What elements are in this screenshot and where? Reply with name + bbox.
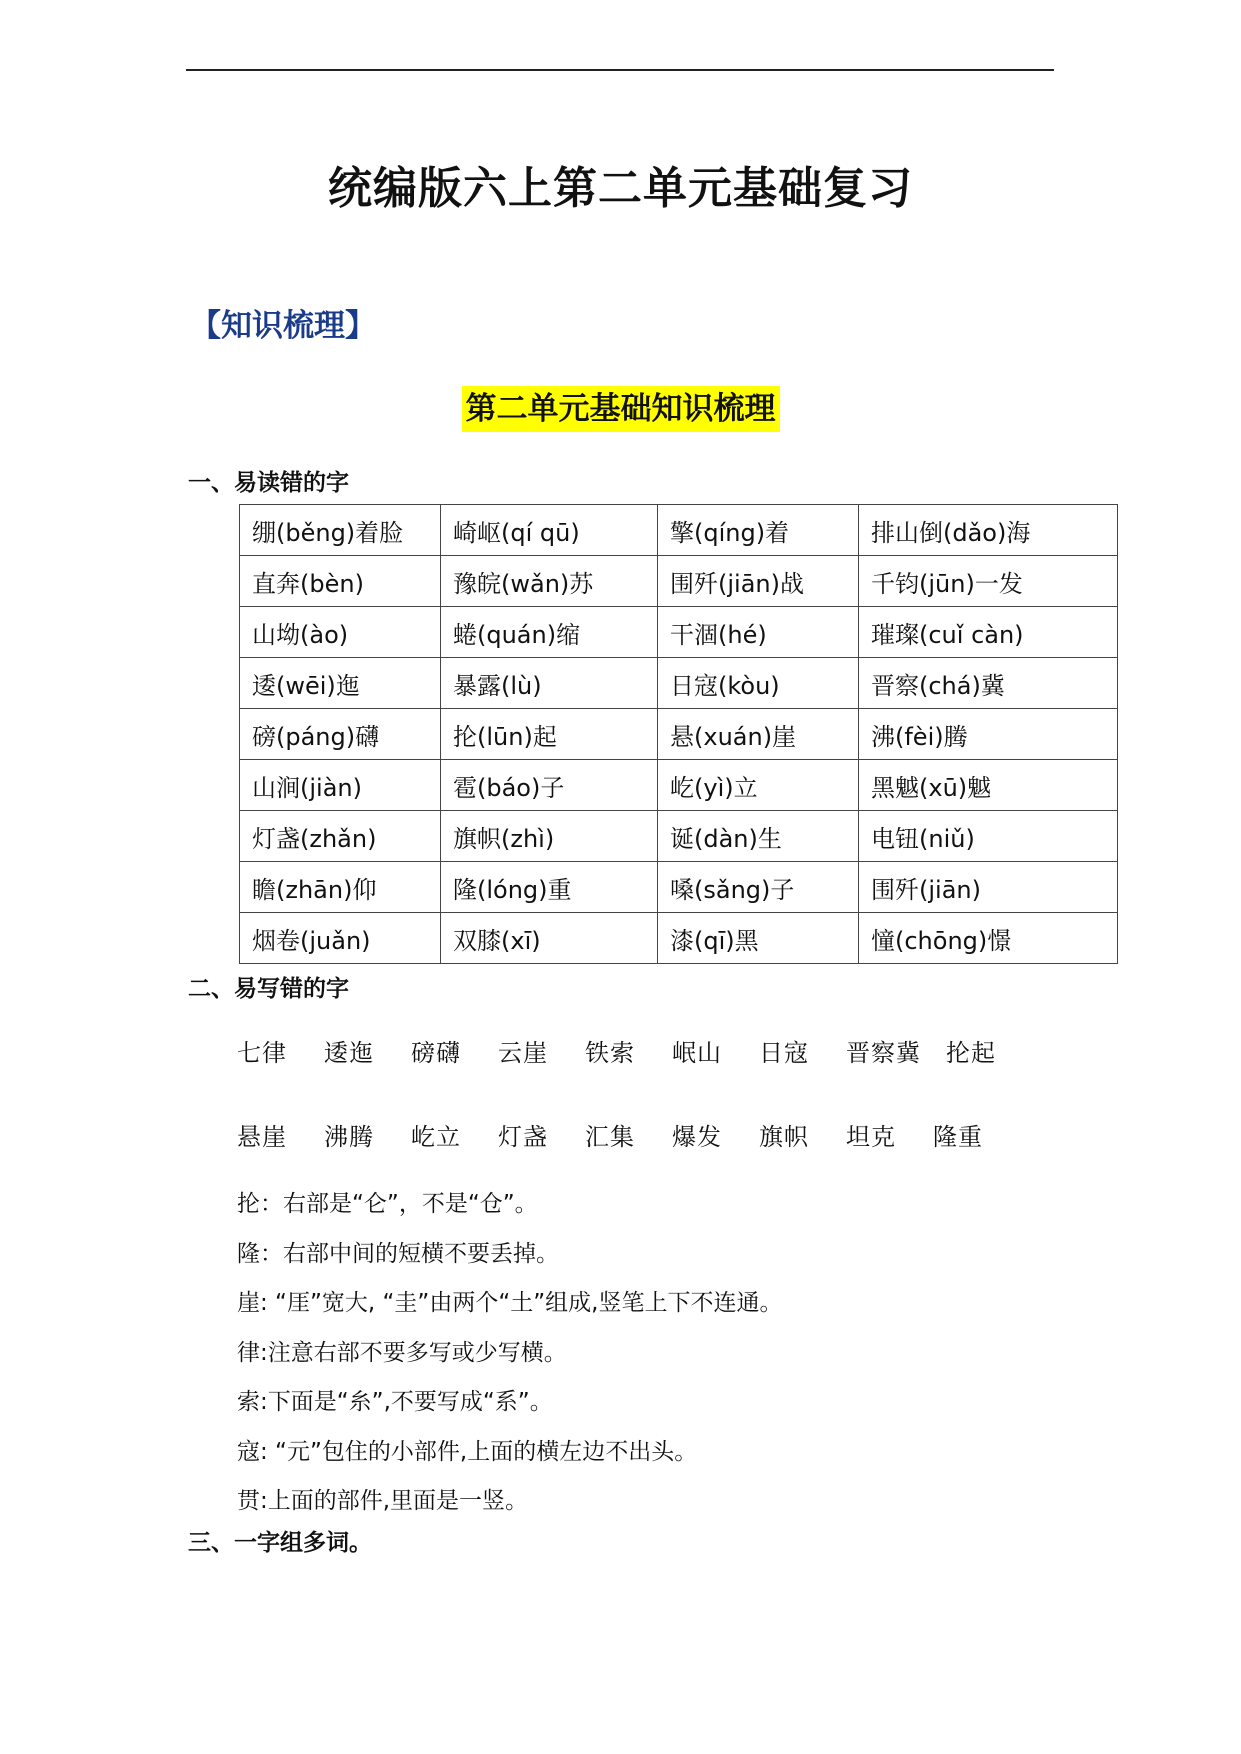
pronunciation-cell: 瞻(zhān)仰 [240, 862, 441, 913]
section-heading-misread: 一、易读错的字 [188, 470, 349, 496]
pronunciation-cell: 直奔(bèn) [240, 556, 441, 607]
pronunciation-cell: 绷(běng)着脸 [240, 505, 441, 556]
pronunciation-cell: 灯盏(zhǎn) [240, 811, 441, 862]
pronunciation-cell: 诞(dàn)生 [658, 811, 859, 862]
subtitle-block [0, 386, 1241, 432]
pronunciation-cell: 围歼(jiān)战 [658, 556, 859, 607]
pronunciation-cell: 沸(fèi)腾 [859, 709, 1118, 760]
knowledge-heading: 【知识梳理】 [190, 308, 376, 344]
writing-note: 索:下面是“糸”,不要写成“系”。 [237, 1389, 553, 1415]
pronunciation-cell: 漆(qī)黑 [658, 913, 859, 964]
section-heading-miswritten: 二、易写错的字 [188, 976, 349, 1002]
miswritten-word: 岷山 [672, 1039, 722, 1067]
pronunciation-cell: 晋察(chá)冀 [859, 658, 1118, 709]
pronunciation-cell: 暴露(lù) [441, 658, 658, 709]
pronunciation-row [240, 556, 1118, 607]
pronunciation-cell: 嗓(sǎng)子 [658, 862, 859, 913]
pronunciation-cell: 旗帜(zhì) [441, 811, 658, 862]
miswritten-word: 坦克 [846, 1123, 896, 1151]
miswritten-word: 隆重 [933, 1123, 983, 1151]
miswritten-word: 抡起 [946, 1039, 996, 1067]
miswritten-word: 爆发 [672, 1123, 722, 1151]
miswritten-word: 旗帜 [759, 1123, 809, 1151]
pronunciation-row [240, 505, 1118, 556]
pronunciation-row [240, 811, 1118, 862]
pronunciation-cell: 璀璨(cuǐ càn) [859, 607, 1118, 658]
pronunciation-cell: 擎(qíng)着 [658, 505, 859, 556]
pronunciation-cell: 干涸(hé) [658, 607, 859, 658]
writing-note: 崖: “厓”宽大, “圭”由两个“土”组成,竖笔上下不连通。 [237, 1290, 783, 1316]
miswritten-word: 汇集 [585, 1123, 635, 1151]
pronunciation-row [240, 658, 1118, 709]
pronunciation-cell: 围歼(jiān) [859, 862, 1118, 913]
writing-note: 抡：右部是“仑”，不是“仓”。 [237, 1191, 538, 1217]
pronunciation-cell: 蜷(quán)缩 [441, 607, 658, 658]
pronunciation-cell: 雹(báo)子 [441, 760, 658, 811]
miswritten-word: 七律 [237, 1039, 287, 1067]
pronunciation-row [240, 760, 1118, 811]
pronunciation-cell: 隆(lóng)重 [441, 862, 658, 913]
miswritten-word: 云崖 [498, 1039, 548, 1067]
pronunciation-cell: 山涧(jiàn) [240, 760, 441, 811]
pronunciation-cell: 日寇(kòu) [658, 658, 859, 709]
pronunciation-cell: 悬(xuán)崖 [658, 709, 859, 760]
pronunciation-cell: 山坳(ào) [240, 607, 441, 658]
section-heading-word-groups: 三、一字组多词。 [188, 1530, 372, 1556]
miswritten-word: 沸腾 [324, 1123, 374, 1151]
pronunciation-cell: 黑魆(xū)魆 [859, 760, 1118, 811]
pronunciation-cell: 烟卷(juǎn) [240, 913, 441, 964]
pronunciation-cell: 排山倒(dǎo)海 [859, 505, 1118, 556]
writing-note: 律:注意右部不要多写或少写横。 [237, 1339, 567, 1366]
miswritten-word: 悬崖 [237, 1123, 287, 1151]
pronunciation-row [240, 913, 1118, 964]
writing-note: 隆：右部中间的短横不要丢掉。 [237, 1240, 559, 1267]
miswritten-word: 铁索 [585, 1039, 635, 1067]
pronunciation-cell: 千钧(jūn)一发 [859, 556, 1118, 607]
pronunciation-cell: 屹(yì)立 [658, 760, 859, 811]
pronunciation-cell: 崎岖(qí qū) [441, 505, 658, 556]
highlighted-subtitle: 第二单元基础知识梳理 [462, 386, 780, 432]
pronunciation-cell: 磅(páng)礴 [240, 709, 441, 760]
writing-note: 贯:上面的部件,里面是一竖。 [237, 1488, 529, 1514]
pronunciation-cell: 双膝(xī) [441, 913, 658, 964]
miswritten-word: 逶迤 [324, 1039, 374, 1067]
pronunciation-cell: 憧(chōng)憬 [859, 913, 1118, 964]
miswritten-word: 日寇 [759, 1039, 809, 1067]
header-rule [186, 69, 1054, 71]
pronunciation-row [240, 607, 1118, 658]
pronunciation-cell: 逶(wēi)迤 [240, 658, 441, 709]
miswritten-word: 灯盏 [498, 1123, 548, 1151]
pronunciation-row [240, 862, 1118, 913]
miswritten-word: 屹立 [411, 1123, 461, 1151]
document-title: 统编版六上第二单元基础复习 [328, 163, 913, 214]
pronunciation-table [239, 504, 1118, 964]
writing-note: 寇: “元”包住的小部件,上面的横左边不出头。 [237, 1438, 698, 1465]
pronunciation-cell: 豫皖(wǎn)苏 [441, 556, 658, 607]
miswritten-word: 磅礴 [411, 1039, 461, 1067]
pronunciation-row [240, 709, 1118, 760]
pronunciation-cell: 抡(lūn)起 [441, 709, 658, 760]
miswritten-word: 晋察冀 [846, 1039, 921, 1067]
pronunciation-cell: 电钮(niǔ) [859, 811, 1118, 862]
